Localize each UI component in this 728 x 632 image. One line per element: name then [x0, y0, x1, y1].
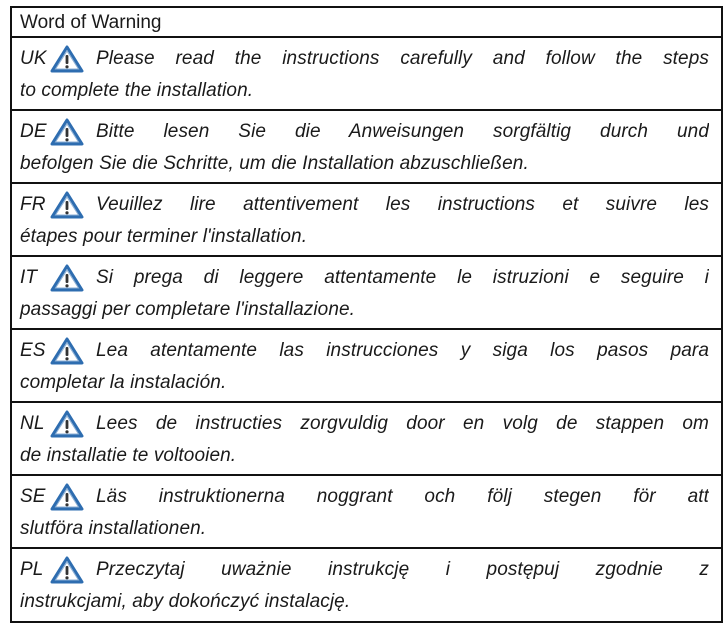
warning-text-line1: Please read the instructions carefully and follow the steps [96, 48, 709, 69]
table-row-de [12, 111, 721, 184]
language-code: ES [20, 340, 46, 361]
table-title: Word of Warning [12, 8, 721, 38]
warning-triangle-icon [50, 337, 86, 365]
language-code: IT [20, 267, 38, 288]
warning-triangle-icon [50, 191, 86, 219]
table-row-es [12, 330, 721, 403]
warning-triangle-icon [50, 264, 86, 292]
table-row-nl [12, 403, 721, 476]
warning-triangle-icon [50, 118, 86, 146]
warning-triangle-icon [50, 483, 86, 511]
warning-text-line2: slutföra installationen. [20, 518, 207, 539]
language-code: SE [20, 486, 46, 507]
warning-text-line2: instrukcjami, aby dokończyć instalację. [20, 591, 351, 612]
table-row-uk [12, 38, 721, 111]
language-code: NL [20, 413, 45, 434]
warning-table [10, 6, 723, 623]
warning-text-line2: to complete the installation. [20, 80, 254, 101]
warning-text-line1: Lea atentamente las instrucciones y siga los pasos para [96, 340, 709, 361]
table-row-fr [12, 184, 721, 257]
warning-text-line1: Veuillez lire attentivement les instructions et suivre les [96, 194, 709, 215]
warning-text-line1: Bitte lesen Sie die Anweisungen sorgfältig durch und [96, 121, 709, 142]
warning-text-line1: Lees de instructies zorgvuldig door en volg de stappen om [96, 413, 709, 434]
warning-text-line2: completar la instalación. [20, 372, 227, 393]
warning-triangle-icon [50, 410, 86, 438]
table-row-pl [12, 549, 721, 621]
warning-text-line2: étapes pour terminer l'installation. [20, 226, 308, 247]
warning-text-line1: Läs instruktionerna noggrant och följ stegen för att [96, 486, 709, 507]
warning-text-line1: Si prega di leggere attentamente le istruzioni e seguire i [96, 267, 709, 288]
language-code: PL [20, 559, 44, 580]
table-row-it [12, 257, 721, 330]
table-row-se [12, 476, 721, 549]
warning-text-line2: befolgen Sie die Schritte, um die Installation abzuschließen. [20, 153, 529, 174]
language-code: UK [20, 48, 47, 69]
warning-text-line2: de installatie te voltooien. [20, 445, 237, 466]
warning-triangle-icon [50, 556, 86, 584]
warning-triangle-icon [50, 45, 86, 73]
warning-text-line1: Przeczytaj uważnie instrukcję i postępuj zgodnie z [96, 559, 709, 580]
language-code: FR [20, 194, 46, 215]
warning-text-line2: passaggi per completare l'installazione. [20, 299, 356, 320]
language-code: DE [20, 121, 47, 142]
